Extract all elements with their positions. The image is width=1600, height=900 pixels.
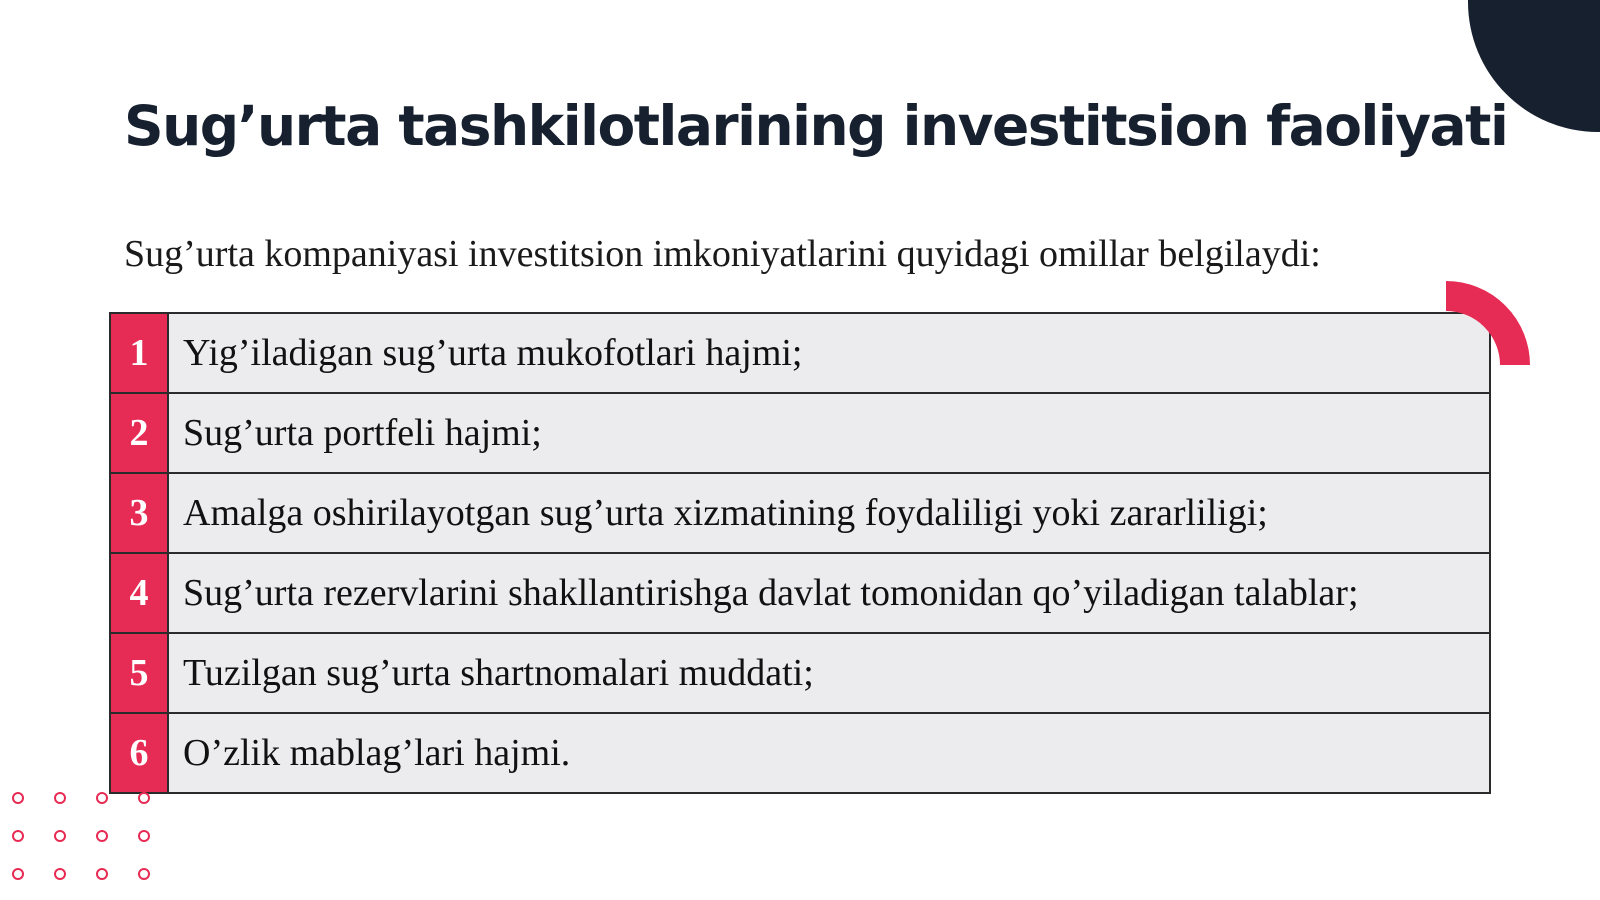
factor-row: [110, 473, 1490, 553]
dot: [12, 868, 24, 880]
factor-text: Amalga oshirilayotgan sug’urta xizmatining foydaliligi yoki zararliligi;: [168, 473, 1490, 553]
factor-row: [110, 633, 1490, 713]
dot: [12, 792, 24, 804]
factor-row: [110, 553, 1490, 633]
factor-row: [110, 393, 1490, 473]
dot: [54, 830, 66, 842]
dot: [54, 792, 66, 804]
dot: [12, 830, 24, 842]
factor-number: 6: [110, 713, 168, 793]
factor-text: O’zlik mablag’lari hajmi.: [168, 713, 1490, 793]
factor-text: Sug’urta rezervlarini shakllantirishga davlat tomonidan qo’yiladigan talablar;: [168, 553, 1490, 633]
factor-number: 3: [110, 473, 168, 553]
factor-number: 1: [110, 313, 168, 393]
factor-text: Tuzilgan sug’urta shartnomalari muddati;: [168, 633, 1490, 713]
factor-number: 5: [110, 633, 168, 713]
factors-table: [109, 312, 1491, 794]
dot: [96, 868, 108, 880]
factor-row: [110, 713, 1490, 793]
factor-number: 4: [110, 553, 168, 633]
dot: [54, 868, 66, 880]
factor-text: Yig’iladigan sug’urta mukofotlari hajmi;: [168, 313, 1490, 393]
arc-ring: [1446, 281, 1530, 365]
intro-text: Sug’urta kompaniyasi investitsion imkoniyatlarini quyidagi omillar belgilaydi:: [124, 233, 1321, 275]
dot-grid-decoration: [10, 790, 170, 894]
dot: [138, 830, 150, 842]
factor-text: Sug’urta portfeli hajmi;: [168, 393, 1490, 473]
dot: [138, 792, 150, 804]
dot: [138, 868, 150, 880]
factor-number: 2: [110, 393, 168, 473]
factor-row: [110, 313, 1490, 393]
dot: [96, 830, 108, 842]
slide-title: Sug’urta tashkilotlarining investitsion faoliyati: [124, 94, 1508, 158]
dot: [96, 792, 108, 804]
quarter-arc-decoration: [1446, 281, 1530, 365]
